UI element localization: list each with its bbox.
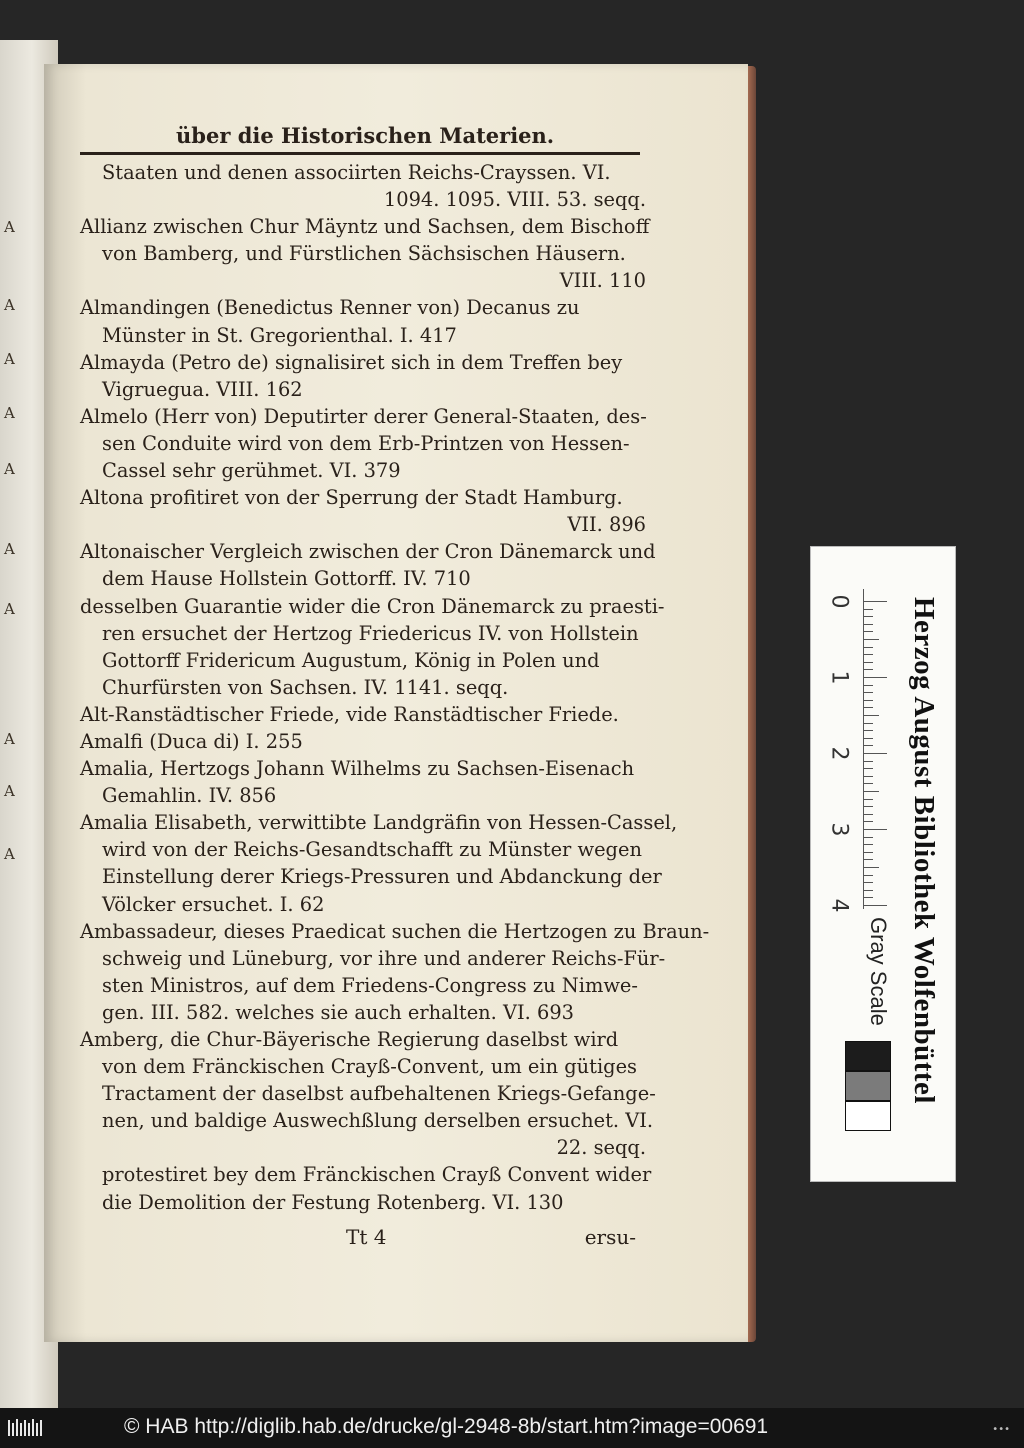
- entry-line: protestiret bey dem Fränckischen Crayß Convent wider: [102, 1163, 652, 1187]
- previous-page-letter: A: [4, 730, 15, 748]
- entry-line: Churfürsten von Sachsen. IV. 1141. seqq.: [102, 675, 509, 699]
- ruler-number: 0: [826, 594, 852, 609]
- ruler-tick: [863, 639, 879, 640]
- entry-line: Alt-Ranstädtischer Friede, vide Ranstädtischer Friede.: [80, 702, 619, 726]
- index-entry: [80, 538, 665, 701]
- ruler-tick: [863, 685, 873, 686]
- ruler-tick: [863, 609, 873, 610]
- ruler-tick: [863, 829, 887, 830]
- index-entry: [80, 701, 646, 728]
- entry-line: Gottorff Fridericum Augustum, König in Polen und: [102, 648, 600, 672]
- gray-swatch: [845, 1041, 891, 1071]
- gray-swatch: [845, 1101, 891, 1131]
- entry-line: ren ersuchet der Hertzog Friedericus IV. von Hollstein: [102, 621, 639, 645]
- ruler-tick: [863, 776, 873, 777]
- ruler-tick: [863, 624, 873, 625]
- entry-line: Einstellung derer Kriegs-Pressuren und Abdanckung der: [102, 865, 662, 889]
- entry-line: VII. 896: [567, 513, 646, 537]
- ruler-tick: [863, 707, 873, 708]
- previous-page-letter: A: [4, 600, 15, 618]
- previous-page-letter: A: [4, 296, 15, 314]
- ruler-tick: [863, 814, 873, 815]
- index-entries: [80, 159, 710, 1216]
- index-entry: [80, 918, 710, 1026]
- gray-scale-label: Gray Scale: [866, 917, 891, 1026]
- entry-line: von dem Fränckischen Crayß-Convent, um ein gütiges: [102, 1055, 637, 1079]
- index-entry: [80, 755, 646, 809]
- ruler-tick: [863, 745, 873, 746]
- ruler-tick: [863, 692, 873, 693]
- more-icon[interactable]: •••: [992, 1424, 1010, 1435]
- entry-line: Amalia, Hertzogs Johann Wilhelms zu Sachsen-Eisenach: [80, 757, 635, 781]
- entry-line: gen. III. 582. welches sie auch erhalten. VI. 693: [102, 1000, 574, 1024]
- entry-line: sen Conduite wird von dem Erb-Printzen von Hessen-: [102, 431, 630, 455]
- footer-bar: [0, 1408, 1024, 1448]
- running-header: über die Historischen Materien.: [176, 123, 555, 148]
- hab-logo-icon: [6, 1417, 44, 1439]
- index-entry: [80, 403, 646, 484]
- ruler-tick: [863, 905, 887, 906]
- ruler-tick: [863, 616, 873, 617]
- ruler-tick: [863, 730, 873, 731]
- ruler-tick: [863, 647, 873, 648]
- entry-line: Vigruegua. VIII. 162: [102, 377, 303, 401]
- entry-line: dem Hause Hollstein Gottorff. IV. 710: [102, 567, 471, 591]
- ruler-tick: [863, 799, 873, 800]
- catchword: ersu-: [584, 1224, 636, 1249]
- entry-line: 1094. 1095. VIII. 53. seqq.: [383, 188, 646, 212]
- entry-line: 22. seqq.: [556, 1136, 646, 1160]
- ruler-number: 4: [826, 898, 852, 913]
- ruler-tick: [863, 837, 873, 838]
- entry-line: von Bamberg, und Fürstlichen Sächsischen Häusern.: [102, 242, 626, 266]
- ruler-tick: [863, 677, 887, 678]
- entry-line: Amalfi (Duca di) I. 255: [80, 729, 303, 753]
- entry-line: Ambassadeur, dieses Praedicat suchen die Hertzogen zu Braun-: [80, 919, 710, 943]
- previous-page-letter: A: [4, 460, 15, 478]
- ruler-number: 1: [826, 670, 852, 685]
- header-rule: [80, 152, 640, 155]
- ruler-tick: [863, 715, 879, 716]
- entry-line: desselben Guarantie wider die Cron Dänemarck zu praesti-: [80, 594, 665, 618]
- entry-line: Cassel sehr gerühmet. VI. 379: [102, 459, 401, 483]
- entry-line: sten Ministros, auf dem Friedens-Congress zu Nimwe-: [102, 973, 638, 997]
- previous-page-letter: A: [4, 782, 15, 800]
- ruler-tick: [863, 601, 887, 602]
- page-text: [80, 122, 710, 1252]
- ruler-tick: [863, 723, 873, 724]
- entry-line: Almandingen (Benedictus Renner von) Decanus zu: [80, 296, 580, 320]
- ruler-tick: [863, 631, 873, 632]
- index-entry: [80, 484, 646, 538]
- ruler-number: 3: [826, 822, 852, 837]
- index-entry: [80, 294, 646, 348]
- entry-line: Amalia Elisabeth, verwittibte Landgräfin von Hessen-Cassel,: [80, 811, 678, 835]
- ruler-number: 2: [826, 746, 852, 761]
- gray-swatch: [845, 1071, 891, 1101]
- scale-card: [810, 546, 956, 1182]
- ruler-tick: [863, 669, 873, 670]
- entry-line: Staaten und denen associirten Reichs-Crayssen. VI.: [102, 161, 611, 184]
- index-entry: [80, 1026, 656, 1216]
- previous-page-letter: A: [4, 540, 15, 558]
- ruler-tick: [863, 753, 887, 754]
- ruler-tick: [863, 867, 879, 868]
- entry-line: nen, und baldige Auswechßlung derselben ersuchet. VI.: [102, 1109, 654, 1133]
- entry-line: die Demolition der Festung Rotenberg. VI. 130: [102, 1190, 564, 1214]
- ruler: [823, 589, 885, 919]
- page-foot: [80, 1222, 646, 1252]
- ruler-tick: [863, 700, 873, 701]
- index-entry: [80, 159, 646, 213]
- entry-line: Völcker ersuchet. I. 62: [102, 892, 325, 916]
- ruler-tick: [863, 844, 873, 845]
- previous-page-letter: A: [4, 218, 15, 236]
- entry-line: Altonaischer Vergleich zwischen der Cron Dänemarck und: [80, 540, 656, 564]
- ruler-tick: [863, 738, 873, 739]
- index-entry: [80, 349, 646, 403]
- entry-line: wird von der Reichs-Gesandtschafft zu Münster wegen: [102, 838, 642, 862]
- ruler-tick: [863, 852, 873, 853]
- entry-line: Amberg, die Chur-Bäyerische Regierung daselbst wird: [80, 1028, 619, 1051]
- ruler-tick: [863, 791, 879, 792]
- ruler-tick: [863, 859, 873, 860]
- ruler-tick: [863, 806, 873, 807]
- library-name: Herzog August Bibliothek Wolfenbüttel: [908, 597, 940, 1104]
- previous-page-letter: A: [4, 845, 15, 863]
- ruler-tick: [863, 768, 873, 769]
- ruler-tick: [863, 897, 873, 898]
- previous-page-letter: A: [4, 350, 15, 368]
- entry-line: Gemahlin. IV. 856: [102, 784, 277, 808]
- ruler-tick: [863, 783, 873, 784]
- ruler-tick: [863, 821, 873, 822]
- ruler-tick: [863, 875, 873, 876]
- previous-page-letter: A: [4, 404, 15, 422]
- entry-line: Almelo (Herr von) Deputirter derer General-Staaten, des-: [80, 404, 647, 428]
- entry-line: Allianz zwischen Chur Mäyntz und Sachsen, dem Bischoff: [80, 215, 650, 239]
- entry-line: schweig und Lüneburg, vor ihre und anderer Reichs-Für-: [102, 946, 666, 970]
- ruler-tick: [863, 662, 873, 663]
- signature-mark: Tt 4: [346, 1224, 387, 1249]
- entry-line: Münster in St. Gregorienthal. I. 417: [102, 323, 457, 347]
- index-entry: [80, 809, 678, 917]
- ruler-tick: [863, 890, 873, 891]
- entry-line: Altona profitiret von der Sperrung der Stadt Hamburg.: [80, 486, 623, 510]
- ruler-tick: [863, 761, 873, 762]
- ruler-tick: [863, 882, 873, 883]
- entry-line: Tractament der daselbst aufbehaltenen Kriegs-Gefange-: [102, 1082, 656, 1106]
- source-link[interactable]: © HAB http://diglib.hab.de/drucke/gl-2948-8b/start.htm?image=00691: [124, 1415, 769, 1438]
- entry-line: VIII. 110: [559, 269, 646, 293]
- index-entry: [80, 213, 650, 294]
- entry-line: Almayda (Petro de) signalisiret sich in dem Treffen bey: [80, 350, 623, 374]
- ruler-tick: [863, 654, 873, 655]
- ruler-spine: [863, 589, 864, 909]
- index-entry: [80, 728, 646, 755]
